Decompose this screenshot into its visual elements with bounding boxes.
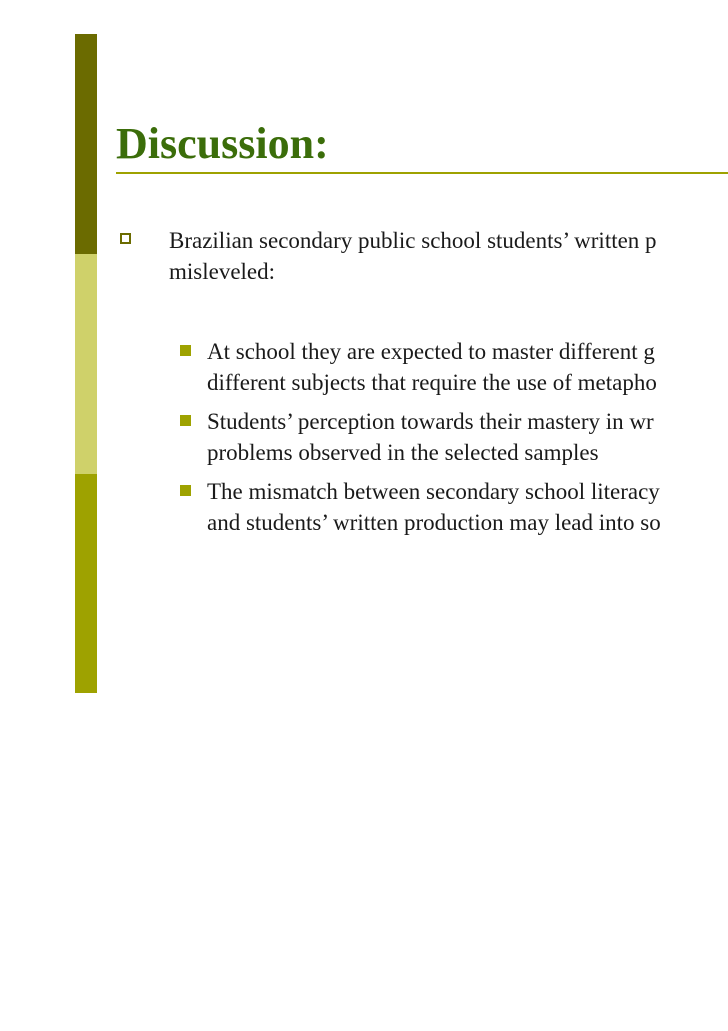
- sub-bullet-line-1: Students’ perception towards their mastery in wr: [207, 409, 654, 434]
- sub-bullet-item: [180, 406, 728, 468]
- accent-bar-bottom: [75, 474, 97, 693]
- sub-bullet-text: [207, 476, 728, 538]
- filled-square-bullet-icon: [180, 485, 191, 496]
- sub-bullet-list: [180, 336, 728, 546]
- filled-square-bullet-icon: [180, 415, 191, 426]
- sub-bullet-line-2: problems observed in the selected samples: [207, 440, 599, 465]
- sub-bullet-item: [180, 336, 728, 398]
- title-underline: [116, 172, 728, 174]
- sub-bullet-item: [180, 476, 728, 538]
- sub-bullet-line-1: The mismatch between secondary school literacy: [207, 479, 660, 504]
- main-bullet-text: [169, 225, 728, 287]
- main-bullet-line-1: Brazilian secondary public school students’ written p: [169, 228, 657, 253]
- sub-bullet-text: [207, 406, 728, 468]
- slide-title: Discussion:: [116, 119, 329, 168]
- sub-bullet-line-1: At school they are expected to master different g: [207, 339, 655, 364]
- accent-bar-top: [75, 34, 97, 254]
- sub-bullet-text: [207, 336, 728, 398]
- sub-bullet-line-2: and students’ written production may lead into so: [207, 510, 661, 535]
- main-bullet: [116, 225, 728, 287]
- main-bullet-line-2: misleveled:: [169, 259, 276, 284]
- sub-bullet-line-2: different subjects that require the use of metapho: [207, 370, 657, 395]
- accent-bar-middle: [75, 254, 97, 474]
- filled-square-bullet-icon: [180, 345, 191, 356]
- hollow-square-bullet-icon: [120, 233, 131, 244]
